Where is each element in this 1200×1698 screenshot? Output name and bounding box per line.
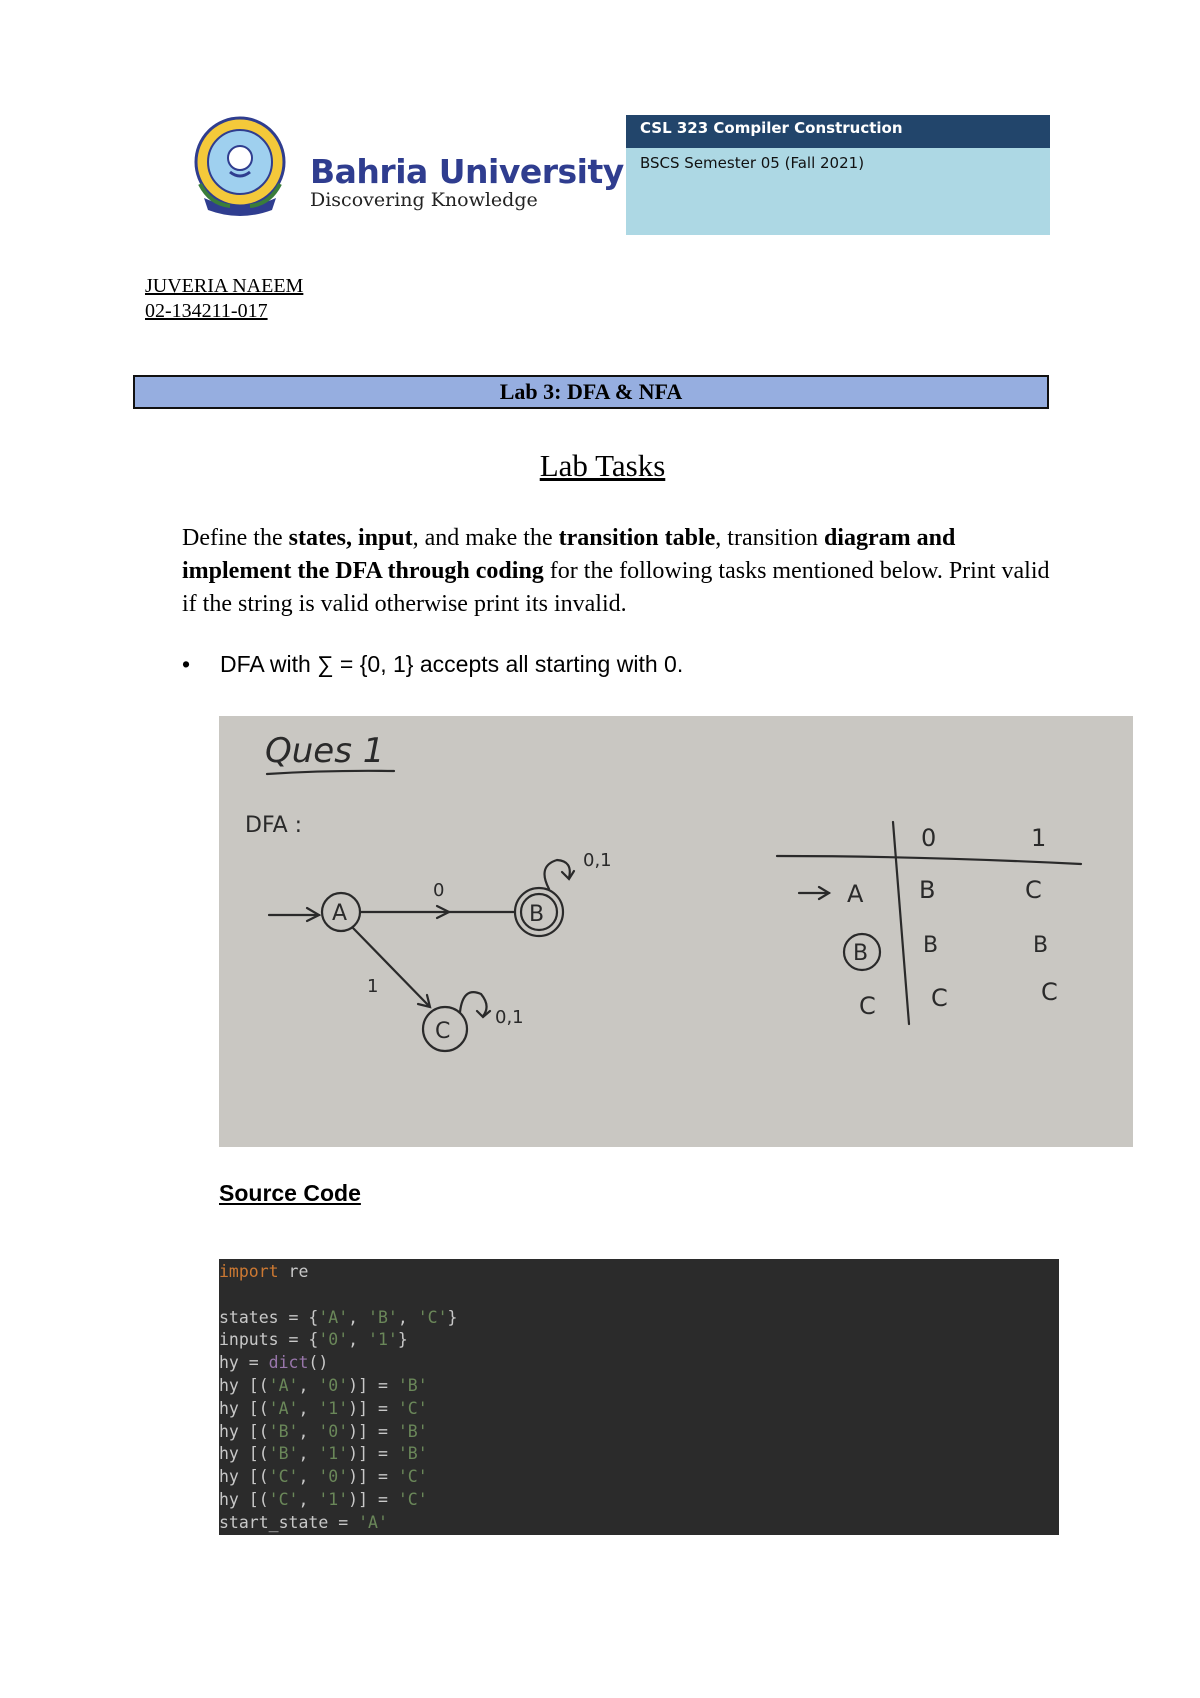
instructions-bold-3: diagram and implement the DFA through coding bbox=[182, 525, 956, 584]
university-name: Bahria University bbox=[310, 152, 624, 191]
instructions-text-4: for the following tasks mentioned below. Print valid if the string is valid otherwise print its invalid. bbox=[182, 558, 1050, 617]
source-code-heading: Source Code bbox=[219, 1180, 361, 1206]
task-bullet-item bbox=[182, 651, 683, 678]
edge-a-c-label: 1 bbox=[367, 976, 379, 997]
loop-b-label: 0,1 bbox=[583, 850, 612, 871]
code-text: import re states = {'A', 'B', 'C'} inputs = {'0', '1'} hy = dict() hy [('A', '0')] = 'B' hy [('A', '1')] = 'C' hy [('B', '0')] = 'B' hy [('B', '1')] = 'B' hy [('C', '0')] = 'C' hy [('C', '1')] = 'C' start_state = 'A' bbox=[219, 1262, 458, 1532]
table-row-b-0: B bbox=[923, 933, 939, 958]
course-info-box bbox=[626, 115, 1050, 235]
photo-dfa-label: DFA : bbox=[245, 813, 303, 838]
table-row-c-0: C bbox=[931, 984, 948, 1012]
lab-title-bar: Lab 3: DFA & NFA bbox=[133, 375, 1049, 409]
table-row-a-1: C bbox=[1025, 876, 1042, 904]
state-a-label: A bbox=[332, 901, 348, 926]
state-b-label: B bbox=[529, 902, 545, 927]
photo-heading: Ques 1 bbox=[265, 731, 385, 771]
table-row-b-state: B bbox=[853, 941, 869, 966]
handwritten-dfa-photo bbox=[219, 716, 1133, 1147]
table-row-a-0: B bbox=[919, 876, 936, 904]
course-semester: BSCS Semester 05 (Fall 2021) bbox=[640, 154, 865, 172]
course-title: CSL 323 Compiler Construction bbox=[626, 115, 1050, 148]
student-name: JUVERIA NAEEM bbox=[145, 275, 304, 297]
table-row-c-1: C bbox=[1041, 978, 1058, 1006]
task-text: DFA with ∑ = {0, 1} accepts all starting with 0. bbox=[220, 651, 684, 677]
edge-a-b-label: 0 bbox=[433, 880, 445, 901]
instructions-bold-2: transition table bbox=[558, 525, 716, 551]
table-row-c-state: C bbox=[859, 992, 876, 1020]
table-header-1: 1 bbox=[1031, 824, 1047, 852]
bahria-university-seal-icon bbox=[190, 114, 290, 220]
state-c-label: C bbox=[435, 1019, 451, 1044]
table-row-a-state: A bbox=[847, 880, 864, 908]
instructions-text-2: , and make the bbox=[412, 525, 559, 551]
loop-c-label: 0,1 bbox=[495, 1007, 524, 1028]
university-tagline: Discovering Knowledge bbox=[310, 189, 538, 211]
table-row-b-1: B bbox=[1033, 933, 1049, 958]
section-title: Lab Tasks bbox=[539, 448, 666, 483]
code-block bbox=[219, 1259, 1059, 1535]
instructions-paragraph bbox=[182, 522, 1062, 621]
bullet-icon: • bbox=[182, 651, 191, 677]
instructions-text-3: , transition bbox=[715, 525, 824, 551]
instructions-bold-1: states, input bbox=[288, 525, 413, 551]
table-header-0: 0 bbox=[921, 824, 937, 852]
instructions-text-1: Define the bbox=[182, 525, 289, 551]
student-id: 02-134211-017 bbox=[145, 300, 268, 322]
